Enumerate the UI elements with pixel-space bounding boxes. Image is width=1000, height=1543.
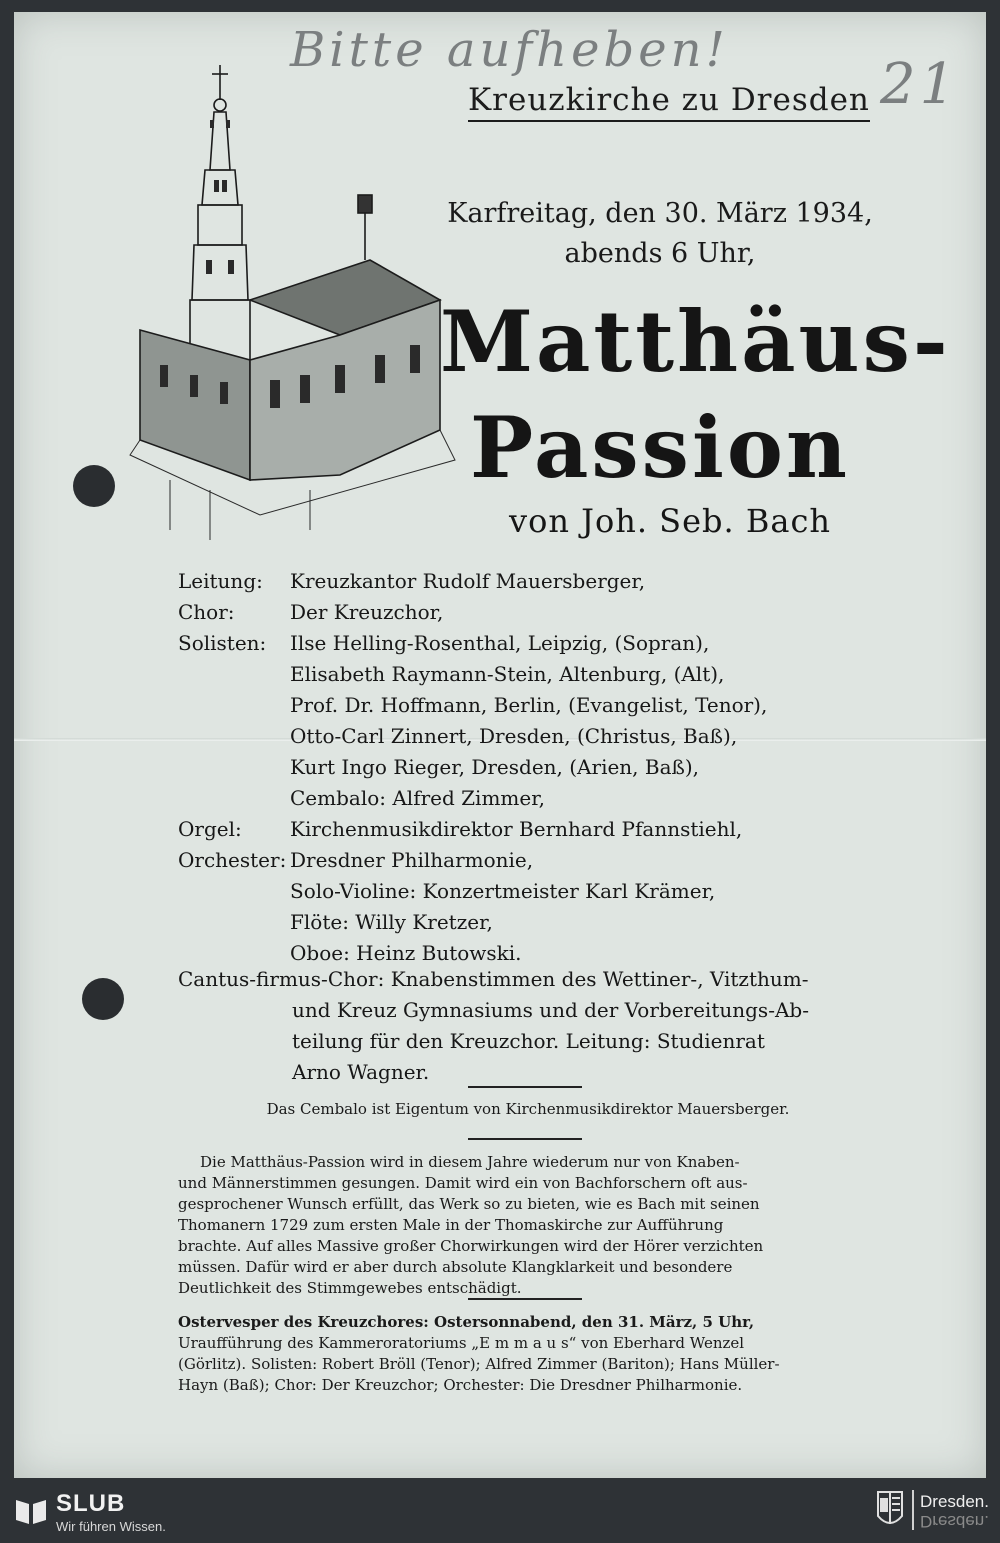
work-title-line1: Matthäus-: [440, 292, 951, 391]
cantus-line: Arno Wagner.: [292, 1060, 430, 1084]
event-date-line: Karfreitag, den 30. März 1934,: [447, 198, 873, 229]
punch-hole-bottom: [82, 978, 124, 1020]
credit-value: Oboe: Heinz Butowski.: [290, 941, 522, 965]
cantus-line: teilung für den Kreuzchor. Leitung: Studienrat: [292, 1029, 765, 1053]
credit-value: Otto-Carl Zinnert, Dresden, (Christus, Baß),: [290, 724, 738, 748]
dresden-wordmark-reflection: Dresden.: [920, 1512, 989, 1531]
credits-list: [178, 566, 878, 969]
credit-value: Kurt Ingo Rieger, Dresden, (Arien, Baß),: [290, 755, 700, 779]
vesper-line: Uraufführung des Kammeroratoriums „E m m a u s“ von Eberhard Wenzel: [178, 1334, 745, 1352]
footer-separator: [912, 1490, 914, 1530]
paragraph-line: Die Matthäus-Passion wird in diesem Jahre wiederum nur von Knaben-: [200, 1153, 740, 1171]
cantus-line: und Kreuz Gymnasiums und der Vorbereitungs-Ab-: [292, 998, 809, 1022]
divider-rule: [468, 1138, 582, 1140]
dresden-crest-icon[interactable]: [876, 1490, 904, 1530]
vesper-heading: Ostervesper des Kreuzchores: Ostersonnabend, den 31. März, 5 Uhr,: [178, 1313, 755, 1331]
event-date: [440, 194, 880, 274]
credit-label: Solisten:: [178, 631, 267, 655]
credit-value: Elisabeth Raymann-Stein, Altenburg, (Alt),: [290, 662, 725, 686]
ostervesper-block: [178, 1312, 878, 1396]
footer-bar: [0, 1478, 1000, 1543]
credit-row-leitung: [178, 566, 878, 597]
slub-logo-icon[interactable]: [14, 1496, 48, 1526]
credit-row-solisten: [178, 628, 878, 814]
credit-value: Solo-Violine: Konzertmeister Karl Krämer,: [290, 879, 716, 903]
credit-label: Orchester:: [178, 848, 287, 872]
credit-row-chor: [178, 597, 878, 628]
work-title-line2: Passion: [470, 398, 850, 497]
church-illustration: [110, 60, 480, 550]
paragraph-line: Deutlichkeit des Stimmgewebes entschädigt.: [178, 1279, 522, 1297]
credit-label: Orgel:: [178, 817, 242, 841]
passion-paragraph: [178, 1152, 878, 1299]
credit-value: Der Kreuzchor,: [290, 600, 444, 624]
cembalo-note: Das Cembalo ist Eigentum von Kirchenmusikdirektor Mauersberger.: [266, 1100, 790, 1118]
credit-row-orgel: [178, 814, 878, 845]
paragraph-line: gesprochener Wunsch erfüllt, das Werk so zu bieten, wie es Bach mit seinen: [178, 1195, 760, 1213]
paragraph-line: Thomanern 1729 zum ersten Male in der Thomaskirche zur Aufführung: [178, 1216, 724, 1234]
credit-value: Cembalo: Alfred Zimmer,: [290, 786, 545, 810]
event-time-line: abends 6 Uhr,: [564, 238, 756, 269]
venue-title: Kreuzkirche zu Dresden: [468, 82, 870, 122]
credit-label: Leitung:: [178, 569, 263, 593]
punch-hole-top: [73, 465, 115, 507]
credit-value: Dresdner Philharmonie,: [290, 848, 534, 872]
cantus-line: Cantus-firmus-Chor: Knabenstimmen des Wettiner-, Vitzthum-: [178, 967, 809, 991]
composer-line: von Joh. Seb. Bach: [509, 502, 831, 540]
credit-label: Chor:: [178, 600, 235, 624]
cantus-firmus-block: [178, 964, 878, 1088]
credit-value: Prof. Dr. Hoffmann, Berlin, (Evangelist, Tenor),: [290, 693, 768, 717]
handwritten-number: 21: [880, 52, 960, 117]
credit-value: Kirchenmusikdirektor Bernhard Pfannstiehl,: [290, 817, 743, 841]
credit-row-orchester: [178, 845, 878, 969]
vesper-line: Hayn (Baß); Chor: Der Kreuzchor; Orchester: Die Dresdner Philharmonie.: [178, 1376, 743, 1394]
dresden-wordmark[interactable]: Dresden.: [920, 1492, 989, 1511]
credit-value: Flöte: Willy Kretzer,: [290, 910, 493, 934]
divider-rule: [468, 1086, 582, 1088]
credit-value: Kreuzkantor Rudolf Mauersberger,: [290, 569, 646, 593]
paragraph-line: müssen. Dafür wird er aber durch absolute Klangklarkeit und besondere: [178, 1258, 733, 1276]
slub-tagline: Wir führen Wissen.: [56, 1519, 166, 1534]
credit-value: Ilse Helling-Rosenthal, Leipzig, (Sopran),: [290, 631, 710, 655]
divider-rule: [468, 1298, 582, 1300]
slub-brand[interactable]: SLUB: [56, 1490, 126, 1517]
paragraph-line: brachte. Auf alles Massive großer Chorwirkungen wird der Hörer verzichten: [178, 1237, 764, 1255]
vesper-line: (Görlitz). Solisten: Robert Bröll (Tenor); Alfred Zimmer (Bariton); Hans Müller-: [178, 1355, 780, 1373]
handwritten-note: Bitte aufheben!: [290, 22, 729, 78]
paragraph-line: und Männerstimmen gesungen. Damit wird ein von Bachforschern oft aus-: [178, 1174, 748, 1192]
